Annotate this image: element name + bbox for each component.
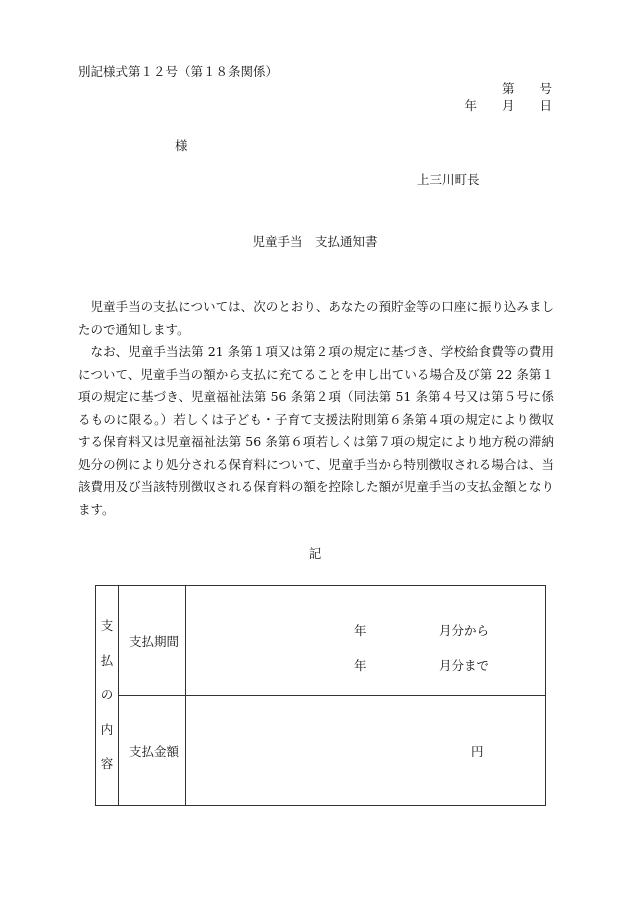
document-title: 児童手当 支払通知書	[252, 234, 378, 249]
side-label-char: 払	[100, 652, 114, 668]
ki-mark: 記	[308, 546, 322, 561]
form-title: 別記様式第１２号（第１８条関係）	[78, 64, 279, 79]
period-from-year: 年	[354, 623, 367, 638]
payment-amount-label: 支払金額	[119, 696, 186, 806]
sender-name: 上三川町長	[417, 172, 480, 187]
payment-period-row	[96, 586, 546, 696]
period-to-month: 月分まで	[439, 658, 490, 673]
payment-period-label: 支払期間	[119, 586, 186, 696]
payment-content-side-label	[96, 586, 119, 806]
period-from-month: 月分から	[439, 623, 490, 638]
document-date: 年 月 日	[464, 98, 552, 113]
body-paragraph-2: なお、児童手当法第 21 条第１項又は第２項の規定に基づき、学校給食費等の費用について、児童手当の額から支払に充てることを申し出ている場合及び第 22 条第１項の規定に基づき、児童福祉法第 56 条第２項（同法第 51 条第４号又は第５号に係るものに限る。）若しくは子ども・子育て支援法附則第６条第４項の規定により徴収する保育料又は児童福祉法第 56 条第６項若しくは第７項の規定により地方税の滞納処分の例により処分される保育料について、児童手当から特別徴収される場合は、当該費用及び当該特別徴収される保育料の額を控除した額が児童手当の支払金額となります。	[78, 344, 554, 517]
side-label-char: 支	[100, 618, 114, 634]
addressee-suffix: 様	[175, 138, 188, 153]
document-number: 第 号	[501, 81, 552, 96]
payment-detail-table	[95, 585, 546, 806]
side-label-char: 内	[100, 721, 114, 737]
amount-unit: 円	[471, 744, 484, 759]
payment-amount-row	[96, 696, 546, 806]
side-label-char: の	[100, 687, 114, 703]
payment-amount-value	[186, 696, 546, 806]
period-to-year: 年	[354, 658, 367, 673]
body-paragraph-1: 児童手当の支払については、次のとおり、あなたの預貯金等の口座に振り込みましたので通知します。	[78, 299, 554, 337]
payment-period-value	[186, 586, 546, 696]
side-label-char: 容	[100, 756, 114, 772]
body-text	[78, 296, 554, 521]
